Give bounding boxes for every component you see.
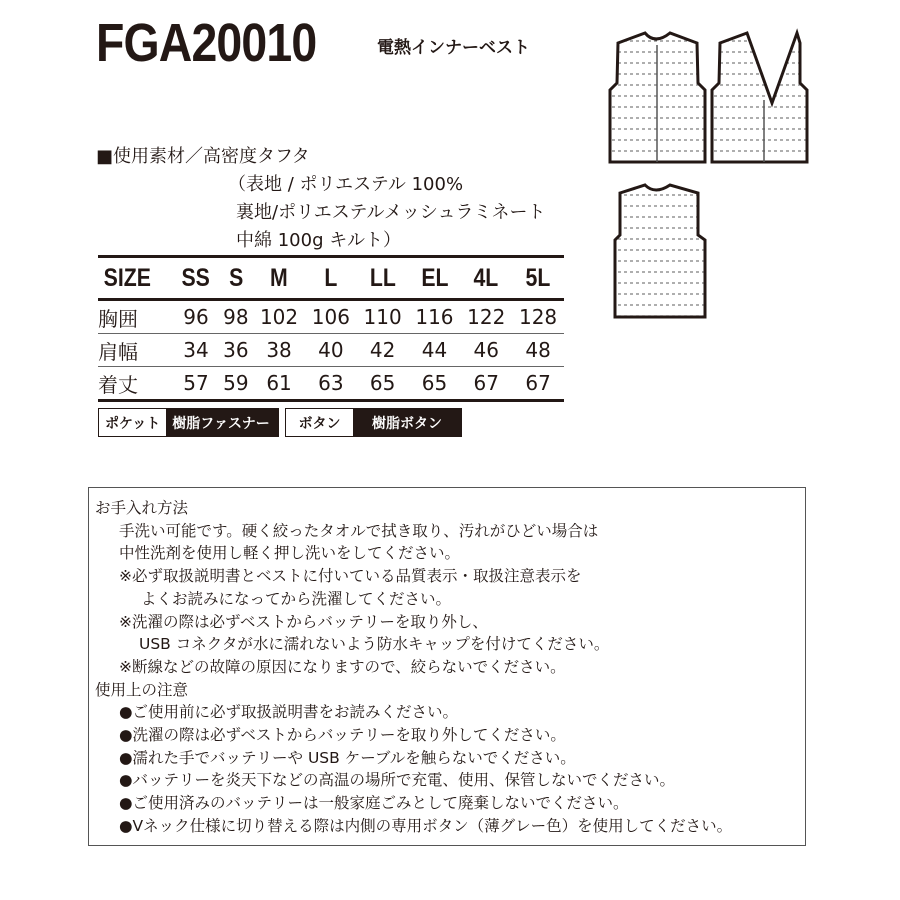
table-cell: 110 xyxy=(357,300,409,334)
care-line: USB コネクタが水に濡れないよう防水キャップを付けてください。 xyxy=(139,635,610,654)
care-line: ●Vネック仕様に切り替える際は内側の専用ボタン（薄グレー色）を使用してください。 xyxy=(119,816,733,835)
material-line: （表地 / ポリエステル 100% xyxy=(228,174,464,195)
care-line: 手洗い可能です。硬く絞ったタオルで拭き取り、汚れがひどい場合は xyxy=(119,521,599,540)
table-cell: 67 xyxy=(473,371,499,395)
care-heading: 使用上の注意 xyxy=(95,680,189,699)
size-header: S xyxy=(221,257,250,300)
table-cell: 38 xyxy=(253,334,305,367)
spec-label: ボタン xyxy=(298,415,341,432)
table-cell: 着丈 xyxy=(98,372,138,397)
table-cell: 胸囲 xyxy=(98,300,173,334)
material-line: ■使用素材／高密度タフタ xyxy=(96,146,310,167)
spec-label: ポケット xyxy=(105,415,161,432)
care-instructions-box xyxy=(88,487,806,846)
product-name: 電熱インナーベスト xyxy=(377,38,530,58)
table-cell: 57 xyxy=(183,371,209,395)
care-heading: お手入れ方法 xyxy=(95,499,189,517)
table-cell: 34 xyxy=(173,334,218,367)
button-spec xyxy=(285,408,462,437)
vest-front-vneck-icon xyxy=(712,33,807,162)
size-header: SS xyxy=(177,257,215,300)
table-row xyxy=(98,300,564,334)
table-cell: 67 xyxy=(525,371,551,395)
table-cell: 106 xyxy=(305,300,357,334)
size-header: L xyxy=(309,257,353,300)
pocket-spec xyxy=(98,408,279,437)
vest-back-icon xyxy=(615,185,705,317)
table-cell: 116 xyxy=(409,300,461,334)
care-line: よくお読みになってから洗濯してください。 xyxy=(141,589,452,608)
table-cell: 122 xyxy=(460,300,512,334)
size-header: SIZE xyxy=(104,257,168,300)
care-line: ※断線などの故障の原因になりますので、絞らないでください。 xyxy=(119,657,566,676)
care-line: ●バッテリーを炎天下などの高温の場所で充電、使用、保管しないでください。 xyxy=(119,771,676,790)
size-table xyxy=(98,255,564,402)
table-cell: 59 xyxy=(223,371,249,395)
table-row xyxy=(98,334,564,367)
table-cell: 48 xyxy=(512,334,564,367)
size-header: M xyxy=(257,257,301,300)
material-line: 裏地/ポリエステルメッシュラミネート xyxy=(236,202,546,223)
table-cell: 96 xyxy=(173,300,218,334)
size-header: 5L xyxy=(516,257,560,300)
spec-value: 樹脂ボタン xyxy=(353,409,461,436)
care-line: ●濡れた手でバッテリーや USB ケーブルを触らないでください。 xyxy=(119,748,576,767)
model-number: FGA20010 xyxy=(96,13,317,73)
table-row xyxy=(98,367,564,401)
table-cell: 61 xyxy=(266,371,292,395)
table-cell: 65 xyxy=(369,371,396,395)
care-line: ●ご使用前に必ず取扱説明書をお読みください。 xyxy=(119,703,459,722)
material-line: 中綿 100g キルト） xyxy=(236,230,402,251)
size-header: LL xyxy=(361,257,405,300)
table-cell: 肩幅 xyxy=(98,334,173,367)
table-cell: 128 xyxy=(512,300,564,334)
spec-value: 樹脂ファスナー xyxy=(166,409,278,436)
table-cell: 36 xyxy=(219,334,254,367)
table-cell: 102 xyxy=(253,300,305,334)
vest-illustrations xyxy=(600,25,810,325)
vest-front-crew-icon xyxy=(610,33,705,162)
table-cell: 65 xyxy=(421,371,448,395)
table-cell: 40 xyxy=(305,334,357,367)
care-line: ●洗濯の際は必ずベストからバッテリーを取り外してください。 xyxy=(119,726,566,744)
care-line: ※洗濯の際は必ずベストからバッテリーを取り外し、 xyxy=(119,612,488,631)
size-header: 4L xyxy=(464,257,508,300)
table-cell: 46 xyxy=(460,334,512,367)
care-line: ●ご使用済みのバッテリーは一般家庭ごみとして廃棄しないでください。 xyxy=(119,794,629,813)
table-cell: 98 xyxy=(219,300,254,334)
table-cell: 42 xyxy=(357,334,409,367)
table-cell: 44 xyxy=(409,334,461,367)
size-header: EL xyxy=(412,257,456,300)
care-line: 中性洗剤を使用し軽く押し洗いをしてください。 xyxy=(119,544,461,563)
table-cell: 63 xyxy=(318,371,344,395)
care-line: ※必ず取扱説明書とベストに付いている品質表示・取扱注意表示を xyxy=(119,567,582,586)
